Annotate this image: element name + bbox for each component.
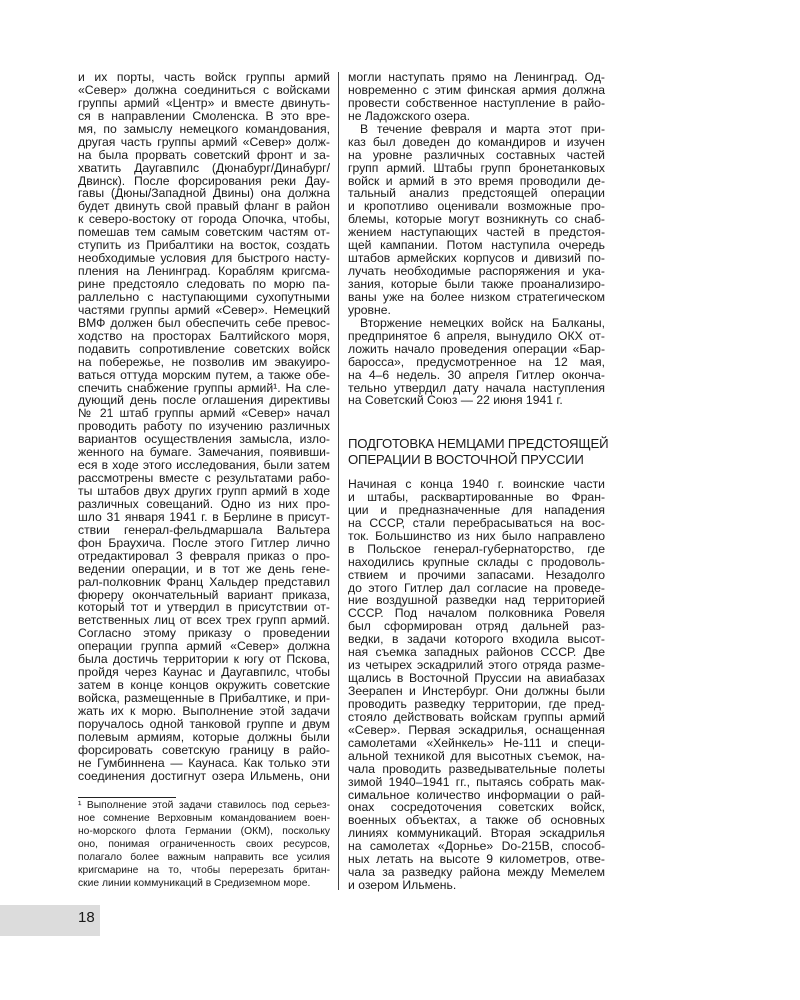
text-line: щались в Восточной Пруссии на авиабазах [348, 671, 605, 686]
text-line: провести собственное наступление в райо- [348, 95, 605, 110]
text-line: могли наступать прямо на Ленинград. Од- [348, 70, 605, 84]
text-line: В течение февраля и марта этот при- [360, 121, 605, 136]
text-line: чала проводить разведывательные полеты [348, 761, 605, 776]
footnote-line: но-морского флота Германии (ОКМ), поскольку [78, 825, 330, 837]
text-line: был сформирован отряд дальней раз- [348, 619, 605, 634]
text-line: группы армий «Центр» и вместе двинуть- [78, 95, 330, 110]
text-line: ся в направлении Смоленска. В это вре- [78, 108, 330, 123]
text-line: блемы, которые могут возникнуть со снаб- [348, 212, 605, 227]
text-line: войск и армий в это время проводили де- [348, 173, 605, 188]
text-line: частями группы армий «Север». Немецкий [78, 302, 330, 317]
text-line: соединения достигнут озера Ильмень, они [78, 768, 330, 783]
text-line: «Север» должна соединиться с войсками [78, 82, 330, 97]
text-line: к северо-востоку от города Опочка, чтобы, [78, 212, 330, 227]
text-line: онах сосредоточения советских войск, [348, 800, 605, 815]
text-line: помешав тем самым советским частям от- [78, 225, 330, 240]
text-line: рассмотрены вместе с результатами рабо- [78, 471, 330, 486]
text-line: который тот и утвердил в присутствии от- [78, 600, 330, 615]
column-divider [338, 72, 339, 890]
text-line: затем в конце концов окружить советские [78, 678, 330, 693]
text-line: ции и предназначенные для нападения [348, 502, 605, 517]
text-line: операции группа армий «Север» должна [78, 639, 330, 654]
text-line: на 4–6 недель. 30 апреля Гитлер оконча- [348, 367, 605, 382]
footnote-line: оно, понимая ограниченность своих ресурсов, [78, 838, 330, 850]
text-line: до этого Гитлер дал согласие на проведе- [348, 580, 605, 595]
text-line: была достичь территории к югу от Пскова, [78, 652, 330, 667]
text-line: ных летать на высоте 9 километров, отве- [348, 852, 605, 867]
text-line: предпринятое 6 апреля, вынудило ОКХ от- [348, 328, 605, 343]
text-line: из четырех эскадрилий этого отряда разме- [348, 658, 605, 673]
text-line: чала за разведку района между Мемелем [348, 865, 605, 880]
text-line: различных совещаний. Одно из них про- [78, 496, 330, 511]
text-line: другая часть группы армий «Север» долж- [78, 134, 330, 149]
text-line: проводить разведку территории, где пред- [348, 696, 605, 711]
right-column-top [348, 71, 605, 407]
section-body [348, 478, 605, 892]
text-line: военных объектах, а также об основных [348, 813, 605, 828]
paragraph [348, 478, 605, 892]
text-line: ведки, в задачи которого входила высот- [348, 632, 605, 647]
text-line: пройдя через Каунас и Даугавпилс, чтобы [78, 665, 330, 680]
text-line: Зеерапен и Инстербург. Они должны были [348, 684, 605, 698]
text-line: ние воздушной разведки над территорией [348, 593, 605, 608]
text-line: ная съемка западных районов СССР. Две [348, 645, 605, 660]
text-line: уровне. [348, 302, 391, 317]
text-line: лучать необходимые распоряжения и ука- [348, 264, 605, 279]
text-line: ложить начало проведения операции «Бар- [348, 341, 605, 356]
text-line: на была прорвать советский фронт и за- [78, 147, 330, 162]
text-line: хватить Даугавпилс (Дюнабург/Динабург/ [78, 160, 330, 175]
text-line: не Ладожского озера. [348, 108, 471, 123]
text-line: фюреру окончательный вариант приказа, [78, 587, 330, 602]
text-line: на Советский Союз — 22 июня 1941 г. [348, 393, 563, 408]
text-line: альной техникой для высотных съемок, на- [348, 748, 605, 763]
text-line: № 21 штаб группы армий «Север» начал [78, 406, 330, 421]
text-line: и их порты, часть войск группы армий [78, 70, 330, 84]
heading-line: ОПЕРАЦИИ В ВОСТОЧНОЙ ПРУССИИ [348, 452, 584, 467]
text-line: и озером Ильмень. [348, 878, 457, 893]
text-line: фон Браухича. После этого Гитлер лично [78, 535, 330, 550]
paragraph [348, 123, 605, 317]
text-line: рине предстояло следовать по морю па- [78, 277, 330, 291]
text-line: дующий день после оглашения директивы [78, 393, 330, 408]
text-line: жать их к морю. Выполнение этой задачи [78, 703, 330, 718]
text-line: линиях коммуникаций. Вторая эскадрилья [348, 826, 605, 841]
text-line: ток. Большинство из них было направлено [348, 528, 605, 543]
footnote-line: ¹ Выполнение этой задачи ставилось под серьез- [78, 800, 330, 811]
text-line: не Гумбиннена — Каунаса. Как только эти [78, 755, 330, 770]
left-column [78, 71, 330, 783]
text-line: тельно утвердил дату начала наступления [348, 380, 605, 395]
text-line: войска, размещенные в Прибалтике, и при- [78, 691, 330, 705]
text-line: зимой 1940–1941 гг., пытаясь собрать мак- [348, 774, 605, 789]
text-line: форсировать советскую границу в райо- [78, 742, 330, 757]
text-line: ваться оттуда морским путем, а также обе- [78, 367, 330, 382]
paragraph [78, 71, 330, 783]
text-line: еся в ходе этого исследования, были затем [78, 458, 330, 473]
text-line: стояло действовать войскам группы армий [348, 709, 605, 724]
footnote [78, 800, 330, 891]
text-line: новременно с этим финская армия должна [348, 82, 605, 97]
text-line: подавить сопротивление советских войск [78, 341, 330, 356]
text-line: рал-полковник Франц Хальдер представил [78, 574, 330, 589]
text-line: ствии генерал-фельдмаршала Вальтера [78, 522, 330, 537]
text-line: Начиная с конца 1940 г. воинские части [348, 477, 605, 491]
paragraph [348, 71, 605, 123]
text-line: Вторжение немецких войск на Балканы, [360, 315, 605, 330]
text-line: полевым армиям, которые должны были [78, 729, 330, 744]
text-line: спечить снабжение группы армий¹. На сле- [78, 380, 330, 395]
text-line: ступить из Прибалтики на восток, создать [78, 238, 330, 253]
text-line: необходимые условия для быстрого насту- [78, 251, 330, 266]
text-line: на побережье, не позволив им эвакуиро- [78, 354, 330, 369]
text-line: шло 31 января 1941 г. в Берлине в присут- [78, 509, 330, 524]
text-line: на уровне различных составных частей [348, 147, 605, 162]
text-line: на самолетах «Дорнье» Do-215B, способ- [348, 839, 605, 854]
text-line: и штабы, расквартированные во Фран- [348, 489, 605, 504]
text-line: находились крупные склады с продоволь- [348, 554, 605, 569]
footnote-rule [78, 797, 176, 798]
text-line: мя, по замыслу немецкого командования, [78, 121, 330, 136]
text-line: женного на бумаге. Замечания, появивши- [78, 445, 330, 460]
text-line: тальный анализ предстоящей операции [348, 186, 605, 201]
text-line: СССР. Под началом полковника Ровеля [348, 606, 605, 621]
text-line: баросса», предусмотренное на 12 мая, [348, 354, 605, 369]
text-line: ведении операции, и в тот же день гене- [78, 561, 330, 576]
text-line: ствием и прочими запасами. Незадолго [348, 567, 605, 582]
text-line: зания, которые были также проанализиро- [348, 277, 605, 291]
page-number: 18 [78, 909, 95, 926]
heading-line: ПОДГОТОВКА НЕМЦАМИ ПРЕДСТОЯЩЕЙ [348, 436, 609, 451]
text-line: будет двинуть свой правый фланг в район [78, 199, 330, 214]
text-line: пления на Ленинград. Кораблям кригсма- [78, 264, 330, 279]
text-line: каз был доведен до командиров и изучен [348, 134, 605, 149]
footnote-line: кригсмарине на то, чтобы перерезать британ- [78, 864, 330, 876]
text-line: жением наступающих частей в предстоя- [348, 225, 605, 240]
text-line: ветственных лиц от всех трех групп армий. [78, 613, 330, 628]
text-line: проводить работу по изучению различных [78, 419, 330, 434]
text-line: вариантов осуществления замысла, изло- [78, 432, 330, 447]
text-line: симальное количество информации о рай- [348, 787, 605, 802]
text-line: на СССР, стали перебрасываться на вос- [348, 515, 605, 530]
paragraph [348, 317, 605, 408]
text-line: «Север». Первая эскадрилья, оснащенная [348, 722, 605, 737]
text-line: групп армий. Штабы групп бронетанковых [348, 160, 605, 175]
section-heading [348, 436, 609, 468]
text-line: щей кампании. Потом наступила очередь [348, 238, 605, 253]
text-line: ты штабов двух других групп армий в ходе [78, 484, 330, 498]
text-line: Двинск). После форсирования реки Дау- [78, 173, 330, 188]
text-line: поручалось одной танковой группе и двум [78, 716, 330, 731]
text-line: Согласно этому приказу о проведении [78, 626, 330, 641]
text-line: самолетами «Хейнкель» He-111 и специ- [348, 735, 605, 750]
footnote-line: полагало более важным направить все усилия [78, 851, 330, 863]
text-line: и кропотливо оценивали возможные про- [348, 199, 605, 214]
text-line: в Польское генерал-губернаторство, где [348, 541, 605, 556]
text-line: гавы (Дюны/Западной Двины) она должна [78, 186, 330, 201]
text-line: раллельно с наступающими сухопутными [78, 289, 330, 304]
text-line: штабов армейских корпусов и дивизий по- [348, 251, 605, 266]
text-line: ходство на просторах Балтийского моря, [78, 328, 330, 343]
text-line: ваны уже на более низком стратегическом [348, 289, 605, 304]
footnote-line: ное сомнение Верховным командованием воен- [78, 812, 330, 824]
text-line: ВМФ должен был обеспечить себе превос- [78, 315, 330, 330]
footnote-line: ские линии коммуникаций в Средиземном море. [78, 877, 311, 889]
text-line: отредактировал 3 февраля приказ о про- [78, 548, 330, 563]
